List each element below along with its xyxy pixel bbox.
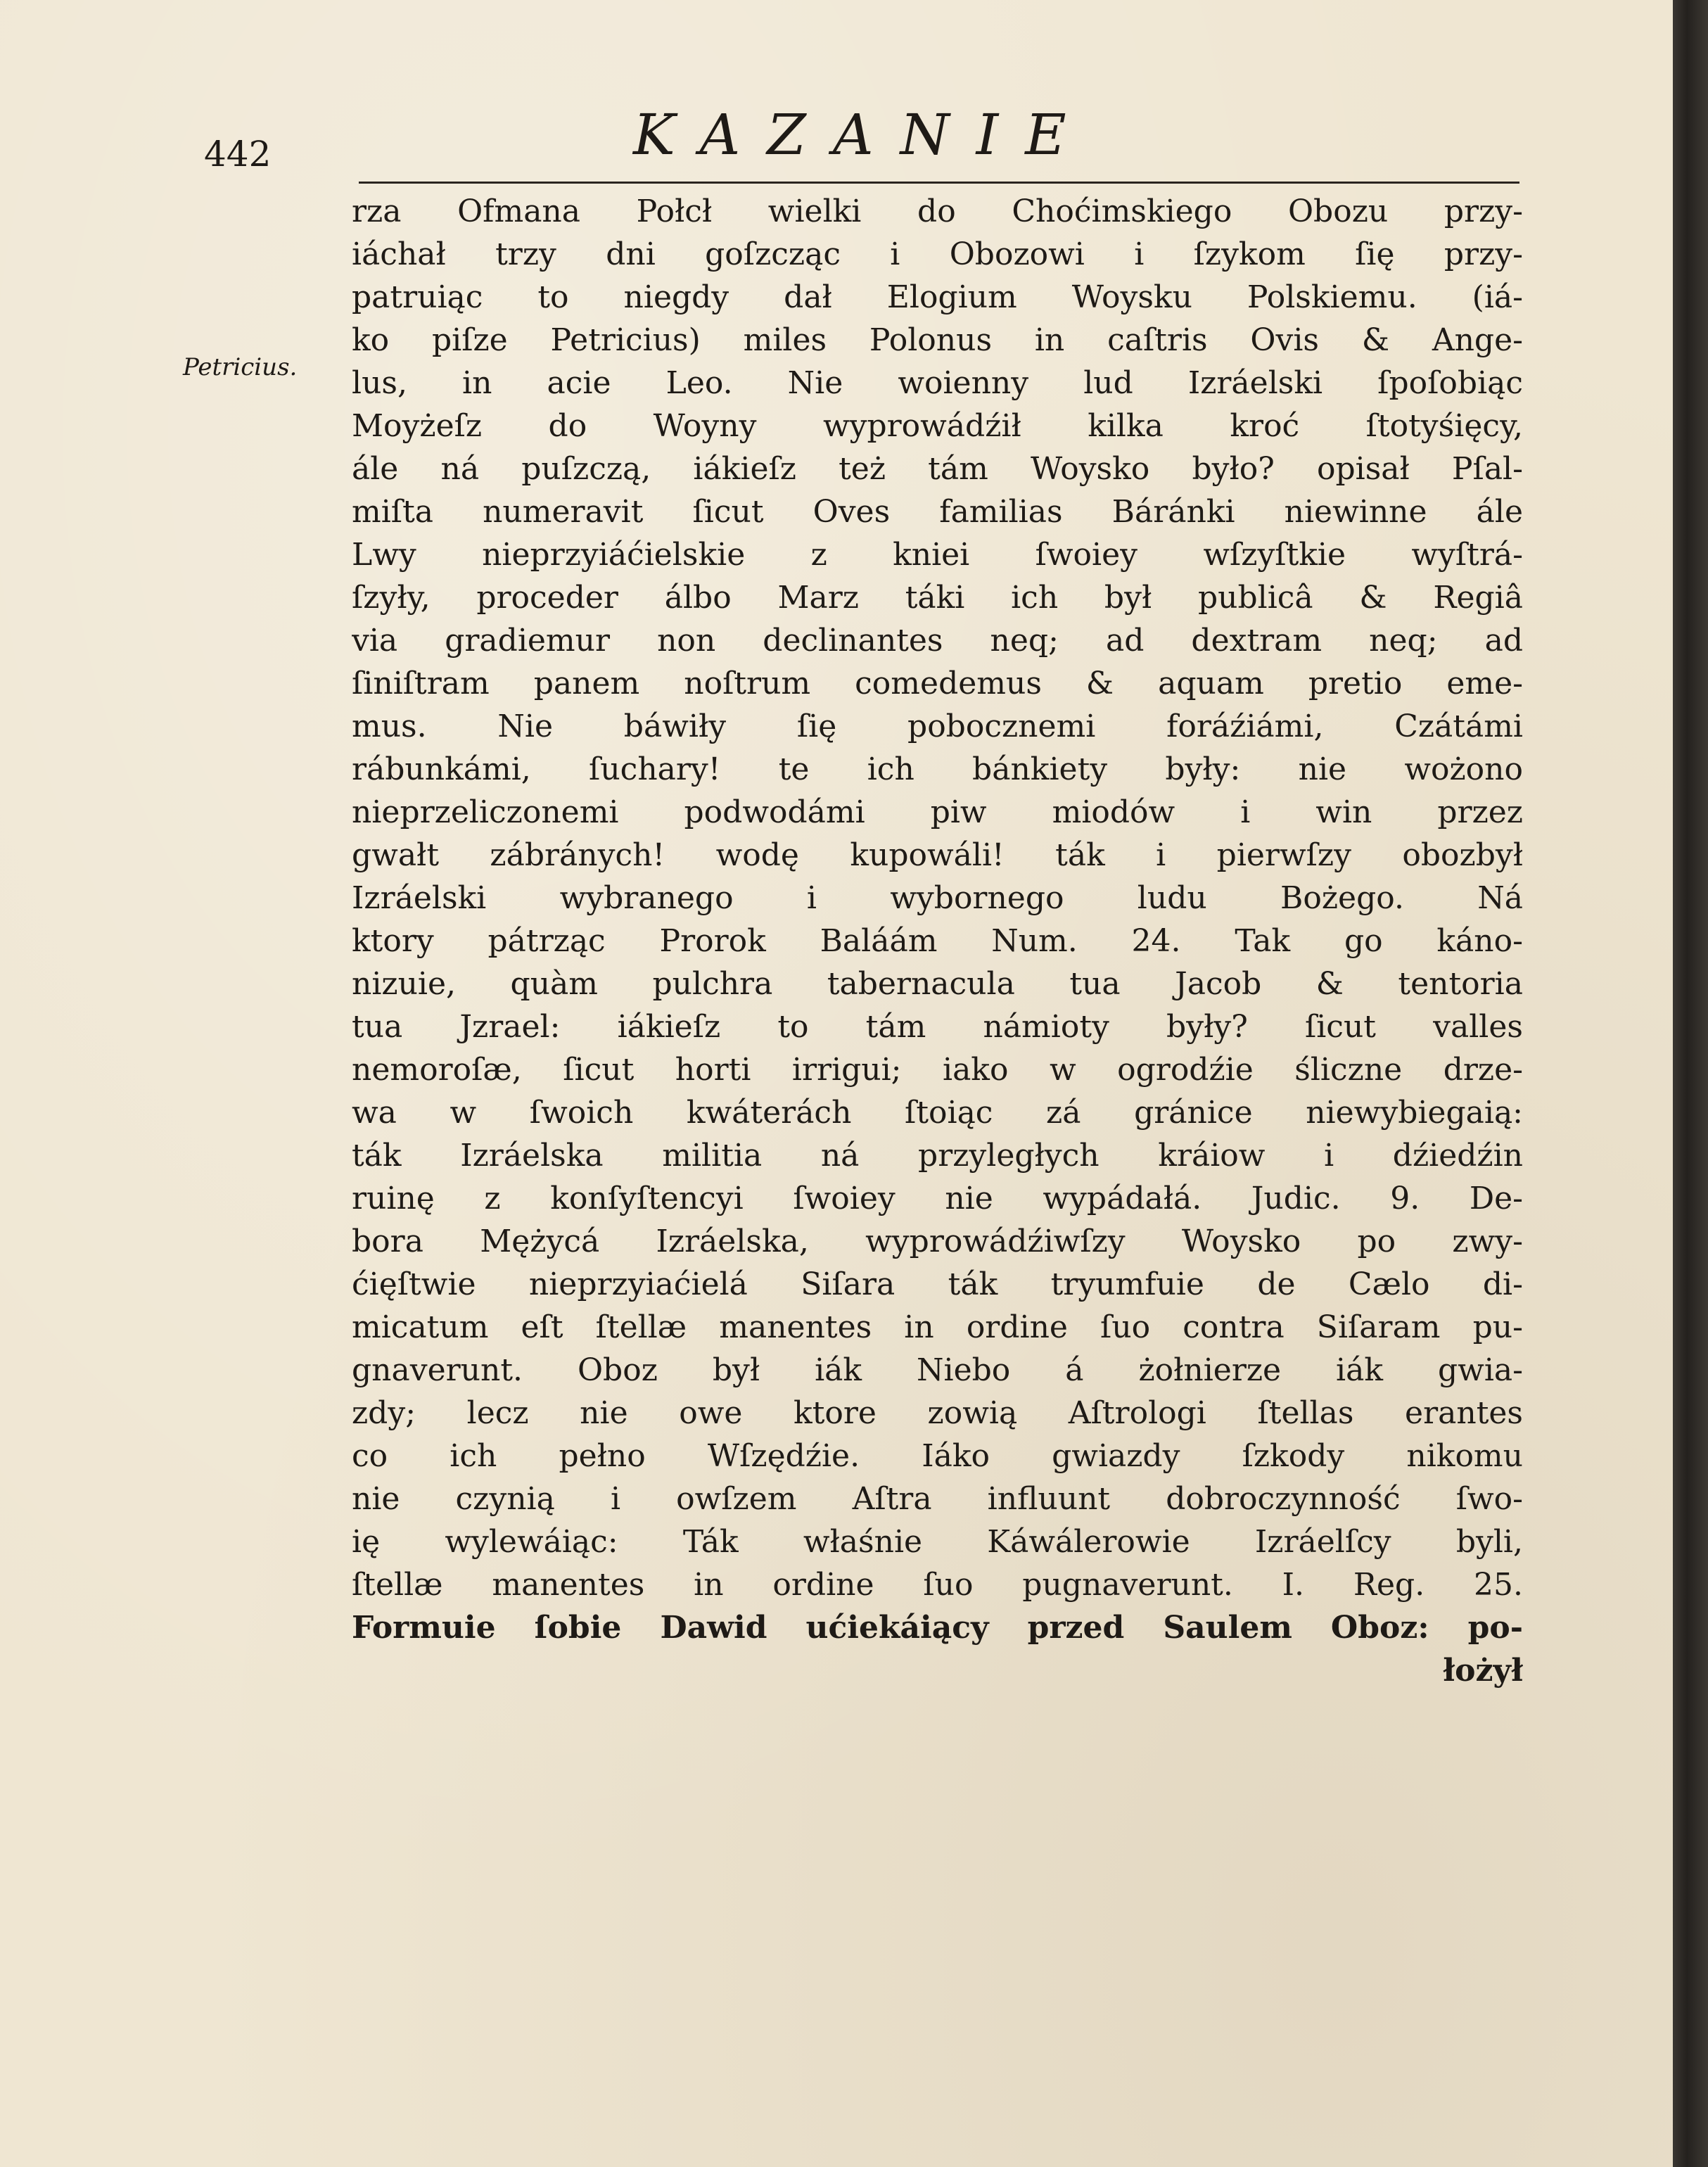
text-line: ię wylewáiąc: Ták właśnie Káwálerowie Izráelſcy byli,	[352, 1524, 1523, 1560]
text-line: nemoroſæ, ſicut horti irrigui; iako w ogrodźie śliczne drze-	[352, 1052, 1523, 1088]
text-line: via gradiemur non declinantes neq; ad dextram neq; ad	[352, 623, 1523, 659]
text-line: nieprzeliczonemi podwodámi piw miodów i win przez	[352, 794, 1523, 830]
text-line: rábunkámi, ſuchary! te ich bánkiety były: nie wożono	[352, 751, 1523, 787]
text-line: rza Ofmana Połcł wielki do Choćimskiego Obozu przy-	[352, 193, 1523, 229]
catchword: łożył	[1443, 1653, 1523, 1689]
text-line: micatum eſt ſtellæ manentes in ordine ſuo contra Siſaram pu-	[352, 1309, 1523, 1345]
text-line: co ich pełno Wſzędźie. Iáko gwiazdy ſzkody nikomu	[352, 1438, 1523, 1474]
text-line: Moyżeſz do Woyny wyprowádźił kilka kroć ſtotyśięcy,	[352, 408, 1523, 444]
text-line: mus. Nie báwiły ſię pobocznemi foráźiámi, Czátámi	[352, 708, 1523, 744]
text-line: Formuie ſobie Dawid ućiekáiący przed Saulem Oboz: po-	[352, 1610, 1523, 1646]
body-text	[352, 190, 1523, 1692]
text-line: nizuie, quàm pulchra tabernacula tua Jacob & tentoria	[352, 966, 1523, 1002]
text-line: iáchał trzy dni goſzcząc i Obozowi i ſzykom ſię przy-	[352, 236, 1523, 272]
text-line: ſzyły, proceder álbo Marz táki ich był publicâ & Regiâ	[352, 580, 1523, 616]
text-line: ále ná puſzczą, iákieſz też tám Woysko było? opisał Pſal-	[352, 451, 1523, 487]
text-line: patruiąc to niegdy dał Elogium Woysku Polskiemu. (iá-	[352, 279, 1523, 315]
text-line: ko piſze Petricius) miles Polonus in caſtris Ovis & Ange-	[352, 322, 1523, 358]
text-line: ćięſtwie nieprzyiaćielá Siſara ták tryumfuie de Cælo di-	[352, 1266, 1523, 1302]
text-line: zdy; lecz nie owe ktore zowią Aſtrologi ſtellas erantes	[352, 1395, 1523, 1431]
text-line: wa w ſwoich kwáterách ſtoiąc zá gránice niewybiegaią:	[352, 1095, 1523, 1131]
text-line: lus, in acie Leo. Nie woienny lud Izráelski ſpoſobiąc	[352, 365, 1523, 401]
page-number: 442	[204, 134, 272, 174]
margin-note: Petricius.	[183, 353, 298, 381]
text-line: ſtellæ manentes in ordine ſuo pugnaverunt. I. Reg. 25.	[352, 1567, 1523, 1603]
text-line: miſta numeravit ſicut Oves familias Báránki niewinne ále	[352, 494, 1523, 530]
text-line: ktory pátrząc Prorok Baláám Num. 24. Tak go káno-	[352, 923, 1523, 959]
text-line: tua Jzrael: iákieſz to tám námioty były? ſicut valles	[352, 1009, 1523, 1045]
text-line: bora Mężycá Izráelska, wyprowádźiwſzy Woysko po zwy-	[352, 1224, 1523, 1259]
text-line: ſiniſtram panem noſtrum comedemus & aquam pretio eme-	[352, 666, 1523, 701]
book-gutter	[1673, 0, 1708, 2167]
text-line: ták Izráelska militia ná przyległych kráiow i dźiedźin	[352, 1138, 1523, 1174]
text-line: ruinę z konſyſtencyi ſwoiey nie wypádałá. Judic. 9. De-	[352, 1181, 1523, 1216]
header-rule	[359, 182, 1519, 184]
text-line: Lwy nieprzyiáćielskie z kniei ſwoiey wſzyſtkie wyſtrá-	[352, 537, 1523, 573]
text-line: gnaverunt. Oboz był iák Niebo á żołnierze iák gwia-	[352, 1352, 1523, 1388]
text-line: Izráelski wybranego i wybornego ludu Bożego. Ná	[352, 880, 1523, 916]
text-line: nie czynią i owſzem Aſtra influunt dobroczynność ſwo-	[352, 1481, 1523, 1517]
text-line: gwałt zábránych! wodę kupowáli! ták i pierwſzy obozbył	[352, 837, 1523, 873]
running-head: KAZANIE	[633, 102, 1093, 167]
